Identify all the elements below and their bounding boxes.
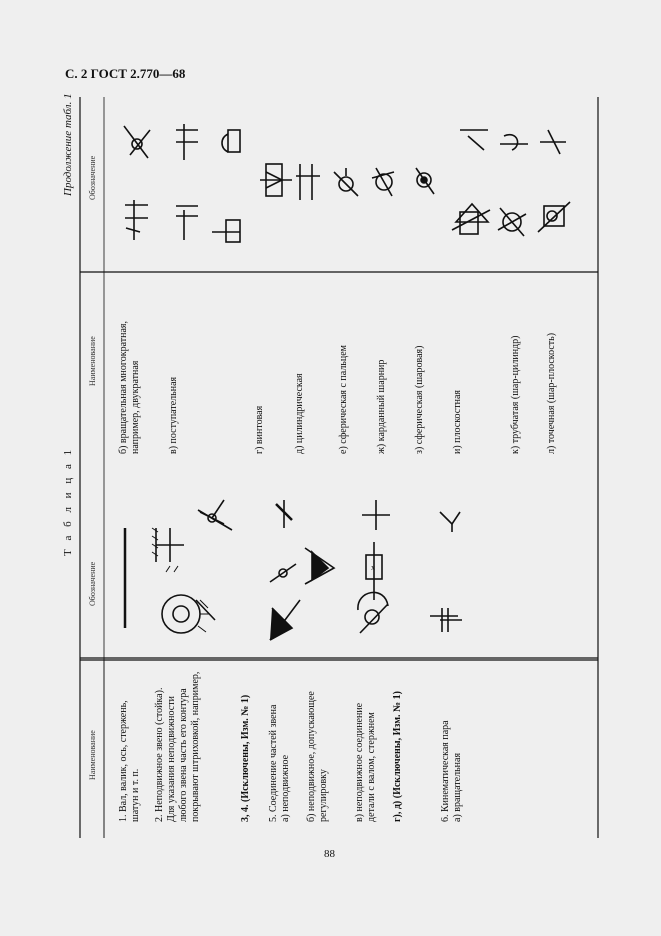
point-pair-symbol-1 <box>538 202 570 232</box>
revolute-pair-symbol <box>440 512 460 532</box>
shaft-connection-symbol <box>366 542 382 600</box>
page-header: С. 2 ГОСТ 2.770—68 <box>65 66 186 81</box>
right-table-caption: Продолжение табл. 1 <box>62 93 74 196</box>
left-row5-line2: а) вращательная <box>452 752 463 822</box>
right-row-z: з) сферическая (шаровая) <box>414 345 425 454</box>
tube-pair-symbol-3 <box>460 130 488 150</box>
ball-joint-symbol <box>416 168 434 194</box>
prismatic-symbol-4 <box>222 130 240 152</box>
left-table-caption: Т а б л и ц а 1 <box>62 446 74 556</box>
right-col-name-header: Наименование <box>88 336 97 386</box>
left-col-designation-header: Обозначение <box>88 561 97 606</box>
tube-pair-symbol-2 <box>500 135 528 150</box>
multi-revolute-symbol-1 <box>125 200 148 240</box>
right-row-k: к) трубчатая (шар-цилиндр) <box>510 335 521 454</box>
left-col-name-header: Наименование <box>88 730 97 780</box>
left-row2-line4: покрывают штриховкой, например, <box>190 671 201 822</box>
left-row1-line2: шатун и т. п. <box>130 768 141 822</box>
planar-pair-symbol <box>452 204 490 234</box>
right-row-zh: ж) карданный шарнир <box>376 359 387 454</box>
left-row2-line1: 2. Неподвижное звено (стойка). <box>154 687 165 822</box>
right-row-e: е) сферическая с пальцем <box>338 345 349 454</box>
right-row-b-line2: например, двукратная <box>130 360 141 454</box>
page-number: 88 <box>324 848 335 860</box>
left-row5-line1: 6. Кинематическая пара <box>440 720 451 822</box>
right-row-v: в) поступательная <box>168 376 179 454</box>
shaft-connection-cross-symbol <box>362 500 390 530</box>
eccentric-symbol <box>358 592 388 633</box>
right-row-g: г) винтовая <box>254 405 265 454</box>
left-row4-line3: б) неподвижное, допускающее <box>306 691 317 822</box>
right-row-d: д) цилиндрическая <box>294 373 305 454</box>
revolute-bracket-symbol <box>430 608 462 632</box>
left-row4-line6: детали с валом, стержнем <box>366 712 377 822</box>
right-row-i: и) плоскостная <box>452 389 463 454</box>
right-row-l: л) точечная (шар-плоскость) <box>546 332 557 454</box>
tube-pair-symbol-1 <box>498 208 526 236</box>
right-col-designation-header: Обозначение <box>88 155 97 200</box>
universal-joint-symbol <box>372 168 394 196</box>
left-row3-line1: 3, 4. (Исключены, Изм. № 1) <box>240 694 251 822</box>
fixed-link-circle-symbol <box>162 595 215 633</box>
prismatic-symbol-3 <box>176 124 198 160</box>
left-row2-line3: любого звена часть его контура <box>178 688 189 822</box>
fixed-link-bracket-symbol <box>152 528 184 572</box>
joint-pin-symbol-1 <box>270 564 296 582</box>
left-row2-line2: Для указания неподвижности <box>166 696 177 822</box>
screw-pair-symbol <box>260 164 292 196</box>
prismatic-symbol-1 <box>176 206 198 240</box>
left-row4-line7: г), д) (Исключены, Изм. № 1) <box>392 691 403 822</box>
fixed-link-pin-symbol <box>198 500 232 530</box>
spherical-pin-symbol <box>334 168 358 196</box>
point-pair-symbol-2 <box>540 130 566 154</box>
left-row4-line4: регулировку <box>318 769 329 822</box>
left-row4-line5: в) неподвижное соединение <box>354 702 365 822</box>
left-row4-line2: а) неподвижное <box>280 754 291 822</box>
cylindrical-pair-symbol <box>296 164 320 200</box>
prismatic-symbol-2 <box>212 220 240 242</box>
svg-text:x: x <box>371 563 375 572</box>
left-row4-line1: 5. Соединение частей звена <box>268 704 279 822</box>
right-row-b-line1: б) вращательная многократная, <box>118 320 129 454</box>
joint-adjustable-symbol <box>305 548 334 584</box>
multi-revolute-symbol-2 <box>124 126 150 158</box>
joint-fixed-triangle-symbol <box>270 600 300 640</box>
left-row1-line1: 1. Вал, валик, ось, стержень, <box>118 700 129 822</box>
joint-pin-symbol-2 <box>276 500 292 528</box>
